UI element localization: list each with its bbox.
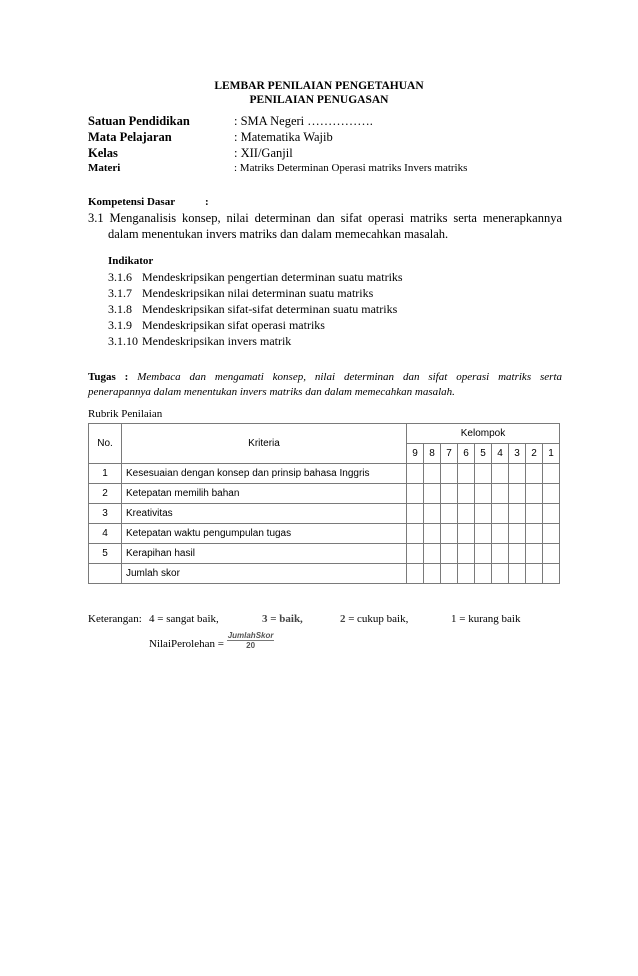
score-cell[interactable] <box>407 504 424 524</box>
score-cell[interactable] <box>407 484 424 504</box>
score-cell[interactable] <box>441 484 458 504</box>
group-header: 3 <box>509 444 526 464</box>
score-cell[interactable] <box>526 544 543 564</box>
tugas-line2 <box>88 386 455 398</box>
total-cell[interactable] <box>407 564 424 584</box>
total-cell[interactable] <box>475 564 492 584</box>
score-cell[interactable] <box>492 484 509 504</box>
group-header: 5 <box>475 444 492 464</box>
total-cell[interactable] <box>526 564 543 584</box>
indikator-code: 3.1.9 <box>108 318 132 332</box>
score-cell[interactable] <box>543 544 560 564</box>
table-total-row <box>89 564 560 584</box>
nilai-formula <box>149 630 274 650</box>
total-cell[interactable] <box>424 564 441 584</box>
score-cell[interactable] <box>424 464 441 484</box>
kompetensi-line1: 3.1 Menganalisis konsep, nilai determinan dan sifat operasi matriks serta menerapkannya <box>88 211 562 225</box>
indikator-code: 3.1.7 <box>108 286 132 300</box>
doc-title-line2: PENILAIAN PENUGASAN <box>249 94 389 106</box>
table-row <box>89 524 560 544</box>
indikator-text: Mendeskripsikan sifat-sifat determinan suatu matriks <box>142 302 398 316</box>
header-no: No. <box>89 424 122 464</box>
score-cell[interactable] <box>458 484 475 504</box>
formula-denominator: 20 <box>246 640 256 650</box>
row-kriteria: Kreativitas <box>122 504 407 524</box>
row-no: 4 <box>89 524 122 544</box>
identity-label-satuan: Satuan Pendidikan <box>88 114 190 128</box>
tugas-line1 <box>88 371 562 383</box>
group-header: 7 <box>441 444 458 464</box>
formula-numerator: JumlahSkor <box>227 630 274 640</box>
keterangan-score-4: 4 = sangat baik, <box>149 613 219 625</box>
identity-label-mapel: Mata Pelajaran <box>88 130 172 144</box>
header-kriteria: Kriteria <box>122 424 407 464</box>
score-cell[interactable] <box>526 524 543 544</box>
score-cell[interactable] <box>492 524 509 544</box>
identity-value-satuan: : SMA Negeri ……………. <box>234 114 373 128</box>
kompetensi-line2: dalam menentukan invers matriks dan dalam memecahkan masalah. <box>108 227 449 241</box>
group-header: 4 <box>492 444 509 464</box>
row-total-label: Jumlah skor <box>122 564 407 584</box>
score-cell[interactable] <box>526 484 543 504</box>
indikator-text: Mendeskripsikan nilai determinan suatu matriks <box>142 286 374 300</box>
keterangan-score-3: 3 = baik, <box>262 613 303 625</box>
row-no: 2 <box>89 484 122 504</box>
score-cell[interactable] <box>475 504 492 524</box>
score-cell[interactable] <box>509 504 526 524</box>
table-row <box>89 484 560 504</box>
score-cell[interactable] <box>424 484 441 504</box>
rubrik-table <box>88 423 560 584</box>
total-cell[interactable] <box>543 564 560 584</box>
group-header: 6 <box>458 444 475 464</box>
score-cell[interactable] <box>492 544 509 564</box>
identity-label-kelas: Kelas <box>88 146 118 160</box>
score-cell[interactable] <box>441 464 458 484</box>
header-kelompok: Kelompok <box>407 424 560 444</box>
tugas-text-line1: Membaca dan mengamati konsep, nilai determinan dan sifat operasi matriks serta <box>137 371 562 383</box>
keterangan-score-2-text: cukup baik, <box>357 613 409 625</box>
score-cell[interactable] <box>475 544 492 564</box>
score-cell[interactable] <box>458 544 475 564</box>
table-row <box>89 504 560 524</box>
indikator-text: Mendeskripsikan pengertian determinan suatu matriks <box>142 270 403 284</box>
score-cell[interactable] <box>475 484 492 504</box>
score-cell[interactable] <box>526 504 543 524</box>
group-header: 8 <box>424 444 441 464</box>
indikator-code: 3.1.10 <box>108 334 138 348</box>
score-cell[interactable] <box>475 464 492 484</box>
identity-value-mapel: : Matematika Wajib <box>234 130 333 144</box>
keterangan-score-1: 1 = kurang baik <box>451 613 521 625</box>
table-header-row <box>89 424 560 444</box>
total-cell[interactable] <box>509 564 526 584</box>
indikator-text: Mendeskripsikan invers matrik <box>142 334 292 348</box>
score-cell[interactable] <box>492 504 509 524</box>
identity-label-materi: Materi <box>88 162 121 174</box>
doc-title-line1: LEMBAR PENILAIAN PENGETAHUAN <box>214 80 424 92</box>
score-cell[interactable] <box>458 464 475 484</box>
score-cell[interactable] <box>407 524 424 544</box>
row-kriteria: Kerapihan hasil <box>122 544 407 564</box>
score-cell[interactable] <box>543 464 560 484</box>
tugas-label: Tugas <box>88 371 116 383</box>
score-cell[interactable] <box>526 464 543 484</box>
score-cell[interactable] <box>441 524 458 544</box>
formula-label: NilaiPerolehan = <box>149 638 224 650</box>
group-header: 1 <box>543 444 560 464</box>
kompetensi-colon: : <box>205 196 209 208</box>
score-cell[interactable] <box>424 504 441 524</box>
group-header: 9 <box>407 444 424 464</box>
row-kriteria: Ketepatan memilih bahan <box>122 484 407 504</box>
indikator-text: Mendeskripsikan sifat operasi matriks <box>142 318 325 332</box>
kompetensi-label: Kompetensi Dasar <box>88 196 176 208</box>
tugas-colon: : <box>124 371 129 383</box>
row-no: 3 <box>89 504 122 524</box>
score-cell[interactable] <box>458 524 475 544</box>
score-cell[interactable] <box>475 524 492 544</box>
score-cell[interactable] <box>441 504 458 524</box>
score-cell[interactable] <box>407 544 424 564</box>
row-no: 5 <box>89 544 122 564</box>
identity-value-materi: : Matriks Determinan Operasi matriks Invers matriks <box>234 162 468 174</box>
score-cell[interactable] <box>458 504 475 524</box>
total-cell[interactable] <box>441 564 458 584</box>
indikator-code: 3.1.8 <box>108 302 132 316</box>
table-row <box>89 544 560 564</box>
score-cell[interactable] <box>441 544 458 564</box>
identity-value-kelas: : XII/Ganjil <box>234 146 293 160</box>
score-cell[interactable] <box>407 464 424 484</box>
table-row <box>89 464 560 484</box>
keterangan-prefix: Keterangan: <box>88 613 142 625</box>
score-cell[interactable] <box>492 464 509 484</box>
formula-fraction <box>227 631 275 650</box>
score-cell[interactable] <box>543 484 560 504</box>
keterangan-score-2: 2 = <box>340 613 355 625</box>
score-cell[interactable] <box>509 544 526 564</box>
indikator-code: 3.1.6 <box>108 270 132 284</box>
tugas-text-line2: penerapannya dalam menentukan invers matriks dan dalam memecahkan masalah. <box>88 386 455 398</box>
row-no: 1 <box>89 464 122 484</box>
total-cell[interactable] <box>492 564 509 584</box>
score-cell[interactable] <box>424 524 441 544</box>
group-header: 2 <box>526 444 543 464</box>
score-cell[interactable] <box>509 484 526 504</box>
score-cell[interactable] <box>543 504 560 524</box>
row-kriteria: Ketepatan waktu pengumpulan tugas <box>122 524 407 544</box>
rubrik-label: Rubrik Penilaian <box>88 408 163 420</box>
indikator-label: Indikator <box>108 255 154 267</box>
score-cell[interactable] <box>509 524 526 544</box>
score-cell[interactable] <box>509 464 526 484</box>
total-cell[interactable] <box>458 564 475 584</box>
score-cell[interactable] <box>424 544 441 564</box>
score-cell[interactable] <box>543 524 560 544</box>
row-kriteria: Kesesuaian dengan konsep dan prinsip bahasa Inggris <box>122 464 407 484</box>
row-no-empty <box>89 564 122 584</box>
